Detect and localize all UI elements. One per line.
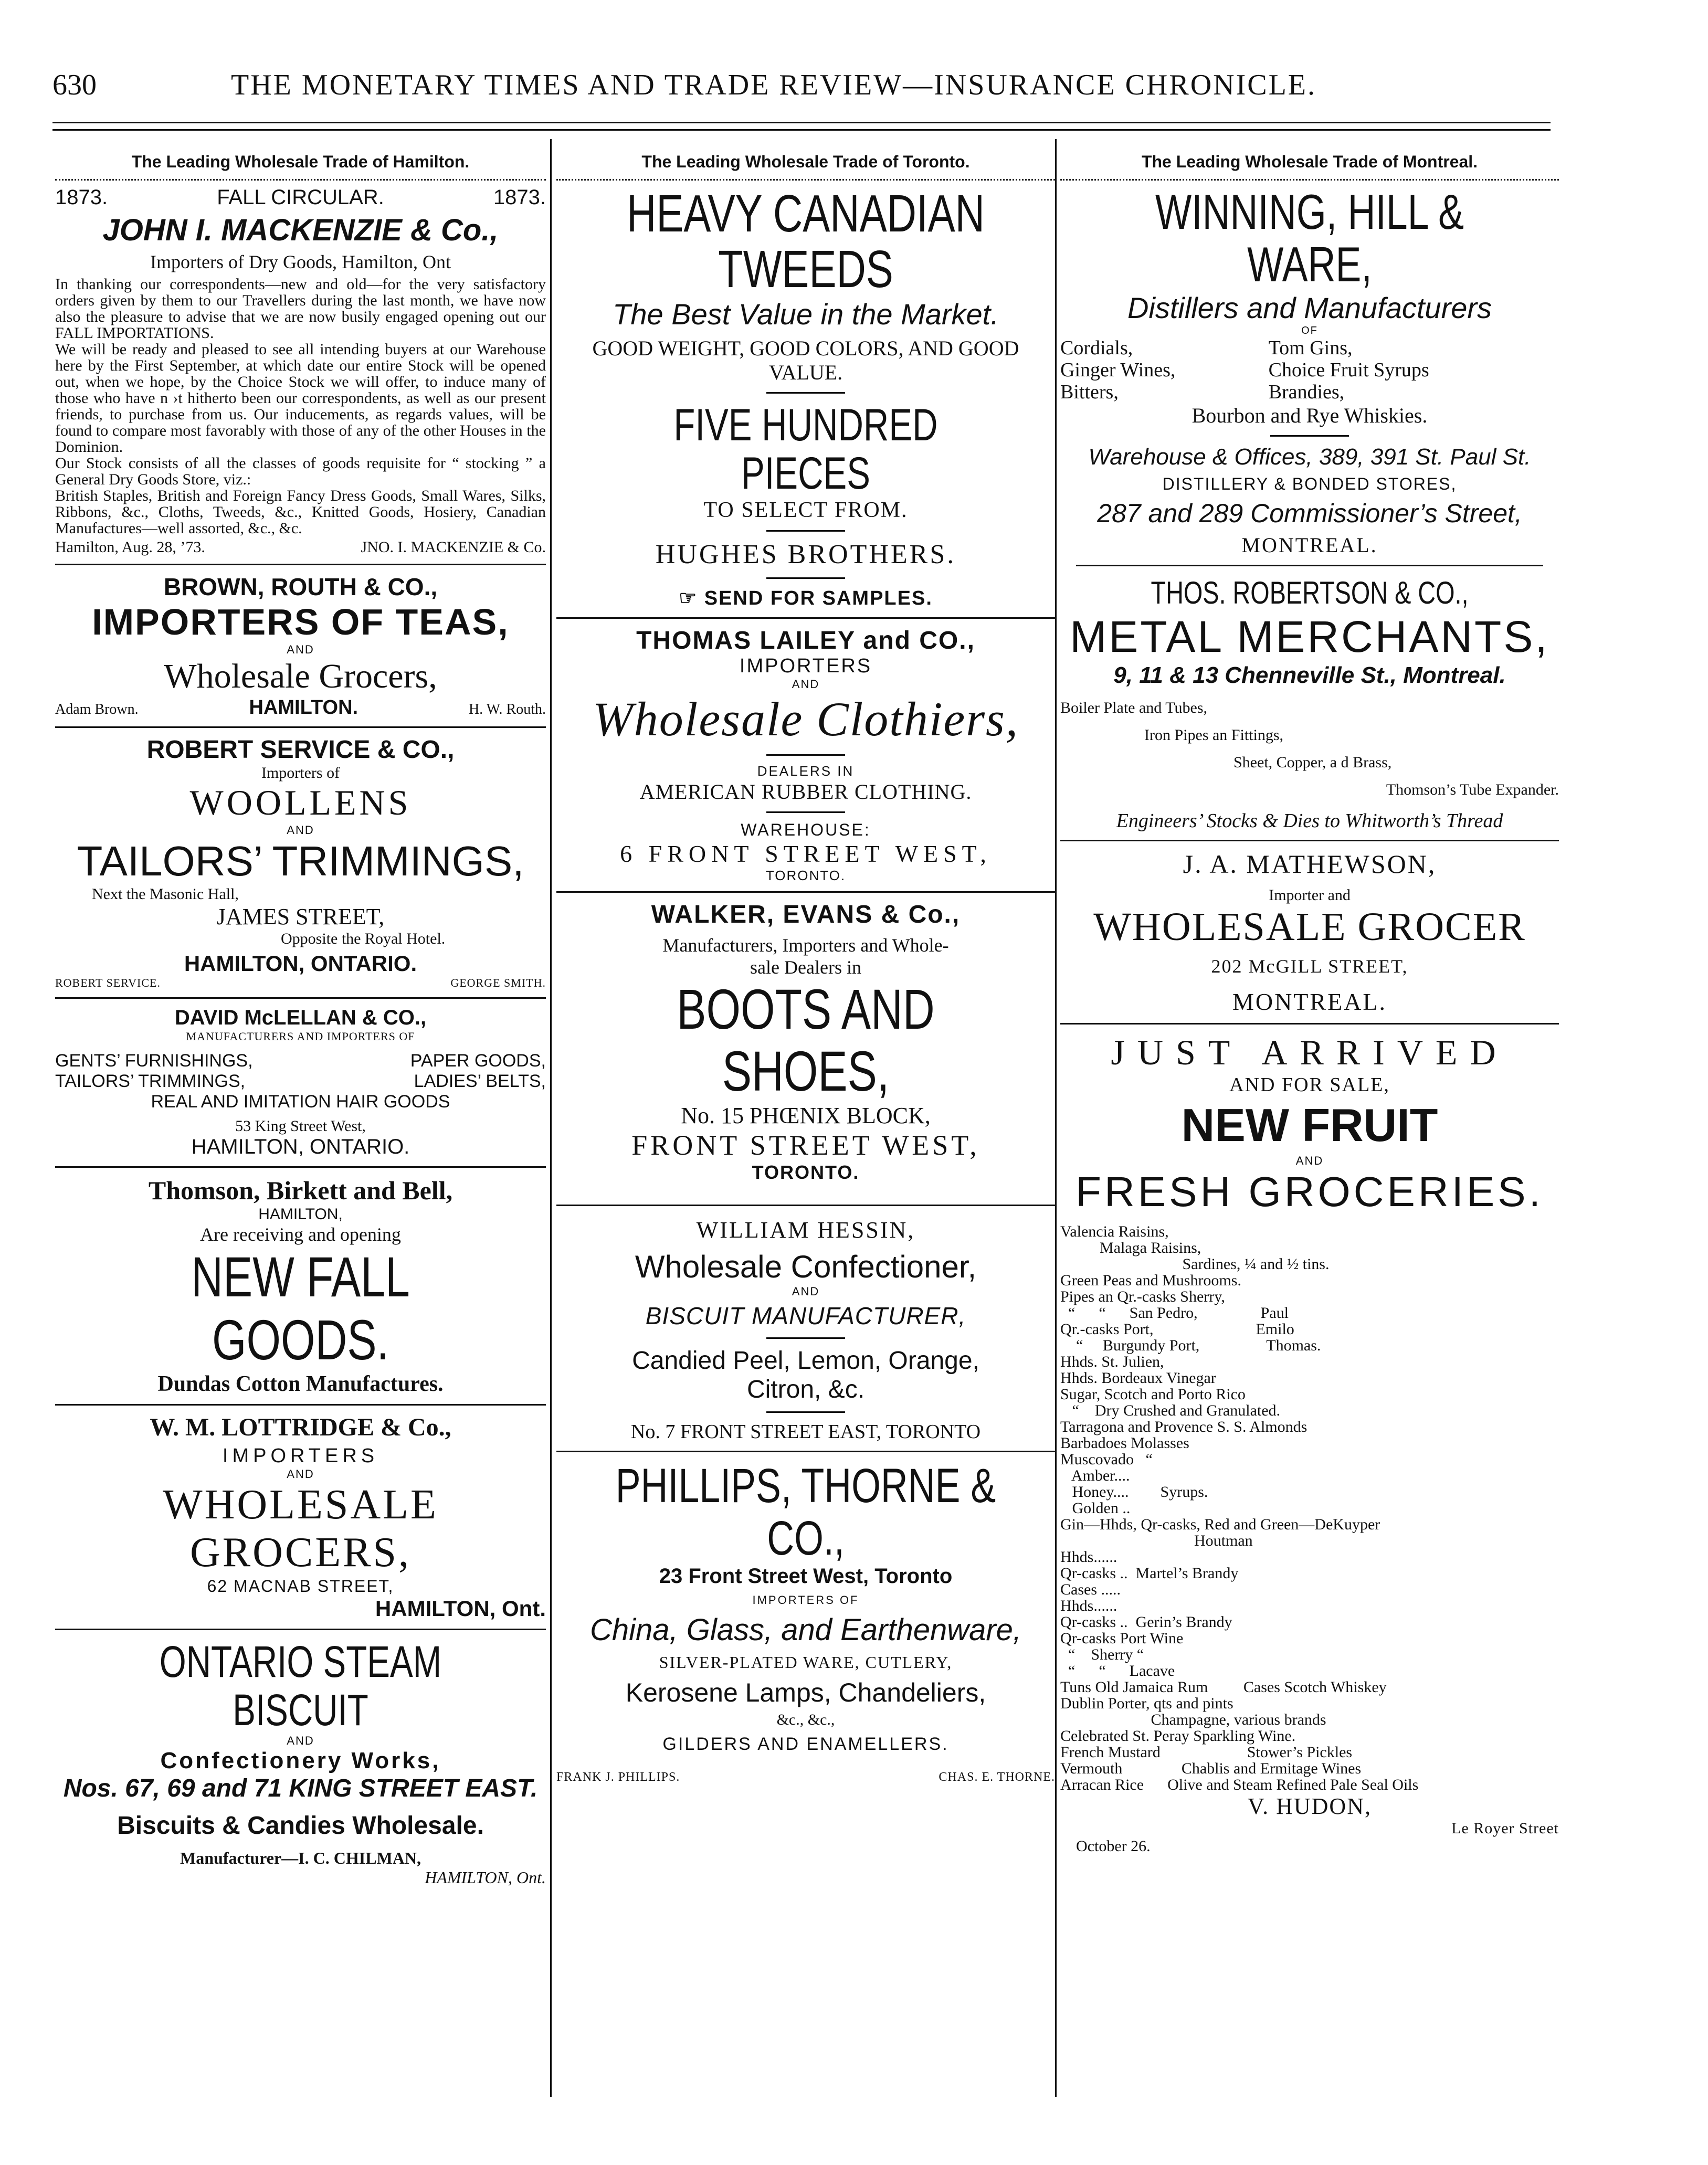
subline: sale Dealers in bbox=[750, 957, 861, 978]
short-rule bbox=[766, 1337, 845, 1339]
firm-name: J. A. MATHEWSON, bbox=[1183, 849, 1437, 879]
and-label: AND bbox=[287, 1467, 314, 1481]
headline: PHILLIPS, THORNE & CO., bbox=[615, 1459, 996, 1565]
street: 62 MACNAB STREET, bbox=[207, 1577, 394, 1596]
page-header bbox=[47, 63, 1559, 105]
goods-line: Tuns Old Jamaica Rum Cases Scotch Whiskey bbox=[1060, 1678, 1387, 1696]
product: Bitters, bbox=[1060, 381, 1119, 403]
goods-line: “ Dry Crushed and Granulated. bbox=[1060, 1402, 1281, 1419]
partner-name: GEORGE SMITH. bbox=[450, 976, 546, 989]
subline: DISTILLERY & BONDED STORES, bbox=[1162, 474, 1457, 493]
headline: TAILORS’ TRIMMINGS, bbox=[77, 838, 524, 884]
divider bbox=[556, 1205, 1055, 1206]
goods-line: Pipes an Qr.-casks Sherry, bbox=[1060, 1288, 1225, 1305]
tagline: The Best Value in the Market. bbox=[613, 298, 999, 331]
winning-hill-ad bbox=[1060, 186, 1559, 557]
subline: GOOD WEIGHT, GOOD COLORS, AND GOOD VALUE. bbox=[592, 336, 1019, 384]
goods-line: Celebrated St. Peray Sparkling Wine. bbox=[1060, 1727, 1296, 1745]
goods-line: Amber.... bbox=[1060, 1467, 1130, 1484]
partner-name: FRANK J. PHILLIPS. bbox=[556, 1770, 680, 1784]
robert-service-ad bbox=[55, 735, 546, 990]
divider bbox=[55, 997, 546, 999]
city: TORONTO. bbox=[752, 1161, 860, 1183]
signature-name: JNO. I. MACKENZIE & Co. bbox=[361, 538, 546, 556]
firm-name: WALKER, EVANS & Co., bbox=[651, 901, 961, 928]
goods-item: GENTS’ FURNISHINGS, bbox=[55, 1051, 253, 1071]
short-rule bbox=[766, 392, 845, 394]
goods-line: Sardines, ¼ and ½ tins. bbox=[1060, 1255, 1330, 1273]
headline: NEW FRUIT bbox=[1181, 1099, 1438, 1151]
goods-line: “ Sherry “ bbox=[1060, 1646, 1144, 1663]
partner-name: CHAS. E. THORNE. bbox=[939, 1770, 1055, 1784]
headline: BOOTS AND SHOES, bbox=[677, 977, 935, 1103]
goods-line: Citron, &c. bbox=[746, 1376, 865, 1403]
headline: China, Glass, and Earthenware, bbox=[589, 1613, 1022, 1647]
firm-name: DAVID McLELLAN & CO., bbox=[174, 1006, 427, 1029]
divider bbox=[55, 1166, 546, 1168]
street: JAMES STREET, bbox=[216, 904, 385, 930]
and-label: AND bbox=[287, 1734, 314, 1747]
partner-name: ROBERT SERVICE. bbox=[55, 976, 161, 989]
phillips-thorne-ad bbox=[556, 1460, 1055, 1784]
firm-name: W. M. LOTTRIDGE & Co., bbox=[150, 1413, 451, 1441]
firm-name: THOS. ROBERTSON & CO., bbox=[1151, 575, 1469, 610]
headline: WOOLLENS bbox=[189, 783, 412, 822]
address: No. 15 PHŒNIX BLOCK, bbox=[681, 1103, 931, 1128]
hamilton-column bbox=[55, 142, 546, 2118]
goods-line: Candied Peel, Lemon, Orange, bbox=[632, 1347, 979, 1375]
address: 287 and 289 Commissioner’s Street, bbox=[1097, 499, 1522, 528]
subline: Biscuits & Candies Wholesale. bbox=[117, 1812, 484, 1840]
address: 9, 11 & 13 Chenneville St., Montreal. bbox=[1113, 662, 1506, 688]
goods-line: Iron Pipes an Fittings, bbox=[1144, 726, 1284, 744]
goods-item: TAILORS’ TRIMMINGS, bbox=[55, 1071, 246, 1091]
firm-name: HUGHES BROTHERS. bbox=[655, 540, 956, 569]
goods-line: Tarragona and Provence S. S. Almonds bbox=[1060, 1418, 1308, 1435]
subline: Opposite the Royal Hotel. bbox=[281, 930, 446, 947]
hughes-ad bbox=[556, 186, 1055, 610]
partner-name: Adam Brown. bbox=[55, 701, 139, 717]
divider bbox=[1060, 840, 1559, 841]
goods-item: LADIES’ BELTS, bbox=[414, 1071, 546, 1091]
hudon-ad bbox=[1060, 1032, 1559, 1855]
goods-line: Qr-casks Port Wine bbox=[1060, 1630, 1184, 1647]
divider bbox=[1076, 565, 1543, 566]
headline: METAL MERCHANTS, bbox=[1070, 612, 1549, 661]
headline: FRESH GROCERIES. bbox=[1076, 1168, 1544, 1215]
goods-line: Green Peas and Mushrooms. bbox=[1060, 1272, 1241, 1289]
subline: MANUFACTURERS AND IMPORTERS OF bbox=[186, 1030, 415, 1043]
signature-place: Hamilton, Aug. 28, ’73. bbox=[55, 538, 205, 556]
divider bbox=[55, 564, 546, 565]
goods-item: PAPER GOODS, bbox=[410, 1051, 546, 1071]
and-label: AND bbox=[287, 643, 314, 656]
goods-line: Hhds...... bbox=[1060, 1548, 1117, 1566]
goods-line: Hhds. St. Julien, bbox=[1060, 1353, 1164, 1370]
of-label: OF bbox=[1301, 325, 1318, 336]
city: HAMILTON, ONTARIO. bbox=[184, 951, 417, 976]
merchant-name: V. HUDON, bbox=[1248, 1793, 1372, 1819]
short-rule bbox=[766, 1411, 845, 1413]
city: HAMILTON, Ont. bbox=[375, 1596, 546, 1621]
paragraph: In thanking our correspondents—new and old—for the very satisfactory orders given by them to our Travellers during the last month, we have now also the pleasure to advise that we are now busily engaged opening out our FALL IMPORTATIONS. bbox=[55, 276, 546, 342]
city: HAMILTON, bbox=[258, 1206, 343, 1223]
address: No. 7 FRONT STREET EAST, TORONTO bbox=[630, 1421, 981, 1443]
wavy-rule bbox=[556, 175, 1055, 181]
street: Le Royer Street bbox=[1451, 1820, 1559, 1837]
robertson-ad bbox=[1060, 575, 1559, 832]
walker-evans-ad bbox=[556, 900, 1055, 1184]
top-rule bbox=[52, 122, 1551, 123]
lottridge-ad bbox=[55, 1413, 546, 1621]
goods-line: Gin—Hhds, Qr-casks, Red and Green—DeKuyper bbox=[1060, 1516, 1380, 1533]
date: October 26. bbox=[1076, 1837, 1151, 1855]
goods-line: Qr-casks .. Martel’s Brandy bbox=[1060, 1565, 1239, 1582]
column-head: The Leading Wholesale Trade of Hamilton. bbox=[131, 152, 470, 171]
mackenzie-ad bbox=[55, 186, 546, 556]
subline: Manufacturers, Importers and Whole- bbox=[662, 935, 949, 956]
year: 1873. bbox=[55, 186, 108, 209]
top-rule-2 bbox=[52, 129, 1551, 131]
short-rule bbox=[766, 811, 845, 813]
headline: ONTARIO STEAM BISCUIT bbox=[159, 1637, 442, 1735]
subline: SILVER-PLATED WARE, CUTLERY, bbox=[659, 1653, 953, 1672]
divider bbox=[55, 726, 546, 728]
city: HAMILTON. bbox=[249, 696, 359, 719]
divider bbox=[556, 617, 1055, 619]
column-divider bbox=[1055, 139, 1057, 2097]
headline: Kerosene Lamps, Chandeliers, bbox=[625, 1678, 986, 1707]
goods-line: Thomson’s Tube Expander. bbox=[1386, 781, 1559, 798]
address: 23 Front Street West, Toronto bbox=[659, 1565, 953, 1588]
subline: AND FOR SALE, bbox=[1229, 1074, 1390, 1096]
address: Warehouse & Offices, 389, 391 St. Paul St. bbox=[1088, 444, 1531, 470]
wavy-rule bbox=[1060, 175, 1559, 181]
short-rule bbox=[766, 754, 845, 756]
maker: Manufacturer—I. C. CHILMAN, bbox=[180, 1849, 421, 1867]
goods-line: Barbadoes Molasses bbox=[1060, 1434, 1189, 1452]
goods-line: Champagne, various brands bbox=[1060, 1711, 1326, 1728]
product: Bourbon and Rye Whiskies. bbox=[1192, 404, 1428, 427]
goods-line: Boiler Plate and Tubes, bbox=[1060, 699, 1208, 716]
tagline: Distillers and Manufacturers bbox=[1127, 291, 1492, 324]
montreal-column bbox=[1060, 142, 1559, 2118]
products-table bbox=[1060, 337, 1559, 403]
and-label: AND bbox=[1295, 1154, 1324, 1167]
headline: WINNING, HILL & WARE, bbox=[1155, 184, 1464, 292]
paragraph: British Staples, British and Foreign Fancy Dress Goods, Small Wares, Silks, Ribbons, &c., Cloths, Tweeds, &c., Knitted Goods, Hosiery, Canadian Manufactures—well assorted, &c., &c. bbox=[55, 487, 546, 537]
goods-line: Dublin Porter, qts and pints bbox=[1060, 1695, 1233, 1712]
goods-line: Sugar, Scotch and Porto Rico bbox=[1060, 1386, 1246, 1403]
headline: IMPORTERS OF TEAS, bbox=[92, 601, 509, 642]
subline: IMPORTERS bbox=[222, 1445, 379, 1467]
goods-line: Hhds. Bordeaux Vinegar bbox=[1060, 1369, 1216, 1387]
short-rule bbox=[766, 530, 845, 532]
divider bbox=[55, 1404, 546, 1406]
subline: AMERICAN RUBBER CLOTHING. bbox=[639, 780, 972, 804]
headline: Wholesale Confectioner, bbox=[635, 1249, 977, 1284]
column-head: The Leading Wholesale Trade of Montreal. bbox=[1141, 152, 1478, 171]
goods-line: Houtman bbox=[1060, 1532, 1253, 1549]
address: Nos. 67, 69 and 71 KING STREET EAST. bbox=[63, 1775, 538, 1802]
city: HAMILTON, Ont. bbox=[425, 1868, 546, 1887]
goods-line: Golden .. bbox=[1060, 1499, 1131, 1517]
product: Ginger Wines, bbox=[1060, 359, 1176, 381]
subline: IMPORTERS bbox=[739, 655, 872, 677]
headline: Wholesale Clothiers, bbox=[593, 692, 1019, 746]
firm-name: WILLIAM HESSIN, bbox=[696, 1217, 915, 1243]
city: HAMILTON, ONTARIO. bbox=[191, 1135, 410, 1158]
goods-line: Honey.... Syrups. bbox=[1060, 1483, 1208, 1501]
subline: DEALERS IN bbox=[757, 763, 855, 779]
subline: Importer and bbox=[1269, 886, 1351, 904]
circular-heading: FALL CIRCULAR. bbox=[217, 186, 384, 209]
goods-list bbox=[1060, 1223, 1559, 1793]
goods-line: Hhds...... bbox=[1060, 1597, 1117, 1614]
goods-item: REAL AND IMITATION HAIR GOODS bbox=[151, 1092, 450, 1112]
divider bbox=[1060, 1023, 1559, 1025]
product: Cordials, bbox=[1060, 337, 1133, 359]
product: Brandies, bbox=[1268, 381, 1345, 403]
column-divider bbox=[550, 139, 552, 2097]
goods-line: Malaga Raisins, bbox=[1060, 1239, 1201, 1256]
subline: BISCUIT MANUFACTURER, bbox=[645, 1302, 966, 1329]
firm-name: BROWN, ROUTH & CO., bbox=[163, 573, 438, 600]
brown-routh-ad bbox=[55, 573, 546, 719]
thomson-birkett-ad bbox=[55, 1175, 546, 1397]
subline: WAREHOUSE: bbox=[741, 820, 871, 839]
send-samples: ☞ SEND FOR SAMPLES. bbox=[679, 587, 933, 609]
column-head: The Leading Wholesale Trade of Toronto. bbox=[641, 152, 970, 171]
paragraph: Our Stock consists of all the classes of goods requisite for “ stocking ” a General Dry Goods Store, viz.: bbox=[55, 455, 546, 488]
tagline: Importers of Dry Goods, Hamilton, Ont bbox=[150, 251, 451, 272]
page-title: THE MONETARY TIMES AND TRADE REVIEW—INSURANCE CHRONICLE. bbox=[231, 69, 1317, 101]
hessin-ad bbox=[556, 1217, 1055, 1443]
goods-line: Sheet, Copper, a d Brass, bbox=[1233, 754, 1392, 771]
subline: Confectionery Works, bbox=[160, 1748, 441, 1773]
goods-line: Arracan Rice Olive and Steam Refined Pale Seal Oils bbox=[1060, 1776, 1419, 1793]
goods-line: “ “ San Pedro, Paul bbox=[1060, 1304, 1289, 1322]
goods-line: “ Burgundy Port, Thomas. bbox=[1060, 1337, 1321, 1354]
headline: Wholesale Grocers, bbox=[164, 657, 437, 695]
headline: FIVE HUNDRED PIECES bbox=[673, 400, 938, 499]
subline: TO SELECT FROM. bbox=[703, 498, 908, 522]
headline: HEAVY CANADIAN TWEEDS bbox=[627, 184, 985, 299]
goods-line: “ “ Lacave bbox=[1060, 1662, 1175, 1680]
paragraph: We will be ready and pleased to see all intending buyers at our Warehouse here by the First September, at which date our entire Stock will be opened out, when we hope, by the Choice Stock we will offer, to induce many of those who have n ›t hitherto been our correspondents, as well as our present friends, to purchase from us. Our inducements, as regards values, will be found to compare most favorably with those of any of the other Houses in the Dominion. bbox=[55, 341, 546, 456]
subline: Importers of bbox=[261, 764, 340, 781]
short-rule bbox=[1270, 435, 1349, 437]
address: 6 FRONT STREET WEST, bbox=[620, 840, 992, 867]
city: TORONTO. bbox=[765, 868, 846, 883]
goods-line: Vermouth Chablis and Ermitage Wines bbox=[1060, 1760, 1362, 1777]
firm-name: ROBERT SERVICE & CO., bbox=[146, 736, 455, 764]
headline: NEW FALL GOODS. bbox=[191, 1245, 410, 1371]
headline: WHOLESALE GROCER bbox=[1093, 905, 1526, 949]
firm-name: THOMAS LAILEY and CO., bbox=[636, 627, 975, 654]
partner-name: H. W. Routh. bbox=[468, 701, 546, 717]
headline: WHOLESALE GROCERS, bbox=[163, 1482, 438, 1576]
mclellan-ad bbox=[55, 1006, 546, 1159]
goods-line: Qr-casks .. Gerin’s Brandy bbox=[1060, 1613, 1232, 1631]
divider bbox=[556, 891, 1055, 893]
firm-name: Thomson, Birkett and Bell, bbox=[148, 1176, 453, 1205]
headline: JUST ARRIVED bbox=[1111, 1032, 1509, 1072]
subline: &c., &c., bbox=[776, 1711, 835, 1728]
toronto-column bbox=[556, 142, 1055, 2118]
subline: GILDERS AND ENAMELLERS. bbox=[662, 1734, 949, 1754]
divider bbox=[556, 1451, 1055, 1452]
product: Choice Fruit Syrups bbox=[1268, 359, 1429, 381]
mathewson-ad bbox=[1060, 849, 1559, 1016]
subline: Next the Masonic Hall, bbox=[92, 885, 239, 903]
goods-line: Cases ..... bbox=[1060, 1581, 1121, 1598]
firm-name: JOHN I. MACKENZIE & Co., bbox=[102, 213, 499, 247]
lailey-ad bbox=[556, 626, 1055, 884]
subline: Are receiving and opening bbox=[200, 1224, 401, 1245]
subline: Engineers’ Stocks & Dies to Whitworth’s Thread bbox=[1116, 810, 1503, 832]
and-label: AND bbox=[792, 678, 820, 691]
and-label: AND bbox=[287, 823, 314, 837]
goods-line: Qr.-casks Port, Emilo bbox=[1060, 1321, 1294, 1338]
city: MONTREAL. bbox=[1241, 533, 1378, 557]
subline: IMPORTERS OF bbox=[752, 1593, 859, 1607]
goods-line: Muscovado “ bbox=[1060, 1451, 1153, 1468]
wavy-rule bbox=[55, 175, 546, 181]
short-rule bbox=[766, 577, 845, 579]
subline: Dundas Cotton Manufactures. bbox=[157, 1372, 444, 1396]
address: 53 King Street West, bbox=[235, 1117, 366, 1135]
goods-line: French Mustard Stower’s Pickles bbox=[1060, 1744, 1353, 1761]
year: 1873. bbox=[493, 186, 546, 209]
divider bbox=[55, 1629, 546, 1630]
goods-line: Valencia Raisins, bbox=[1060, 1223, 1169, 1240]
ontario-biscuit-ad bbox=[55, 1638, 546, 1887]
street: FRONT STREET WEST, bbox=[631, 1129, 980, 1161]
and-label: AND bbox=[792, 1285, 820, 1298]
city: MONTREAL. bbox=[1232, 988, 1387, 1015]
street: 202 McGILL STREET, bbox=[1211, 956, 1408, 977]
product: Tom Gins, bbox=[1268, 337, 1353, 359]
page-number: 630 bbox=[52, 69, 97, 101]
